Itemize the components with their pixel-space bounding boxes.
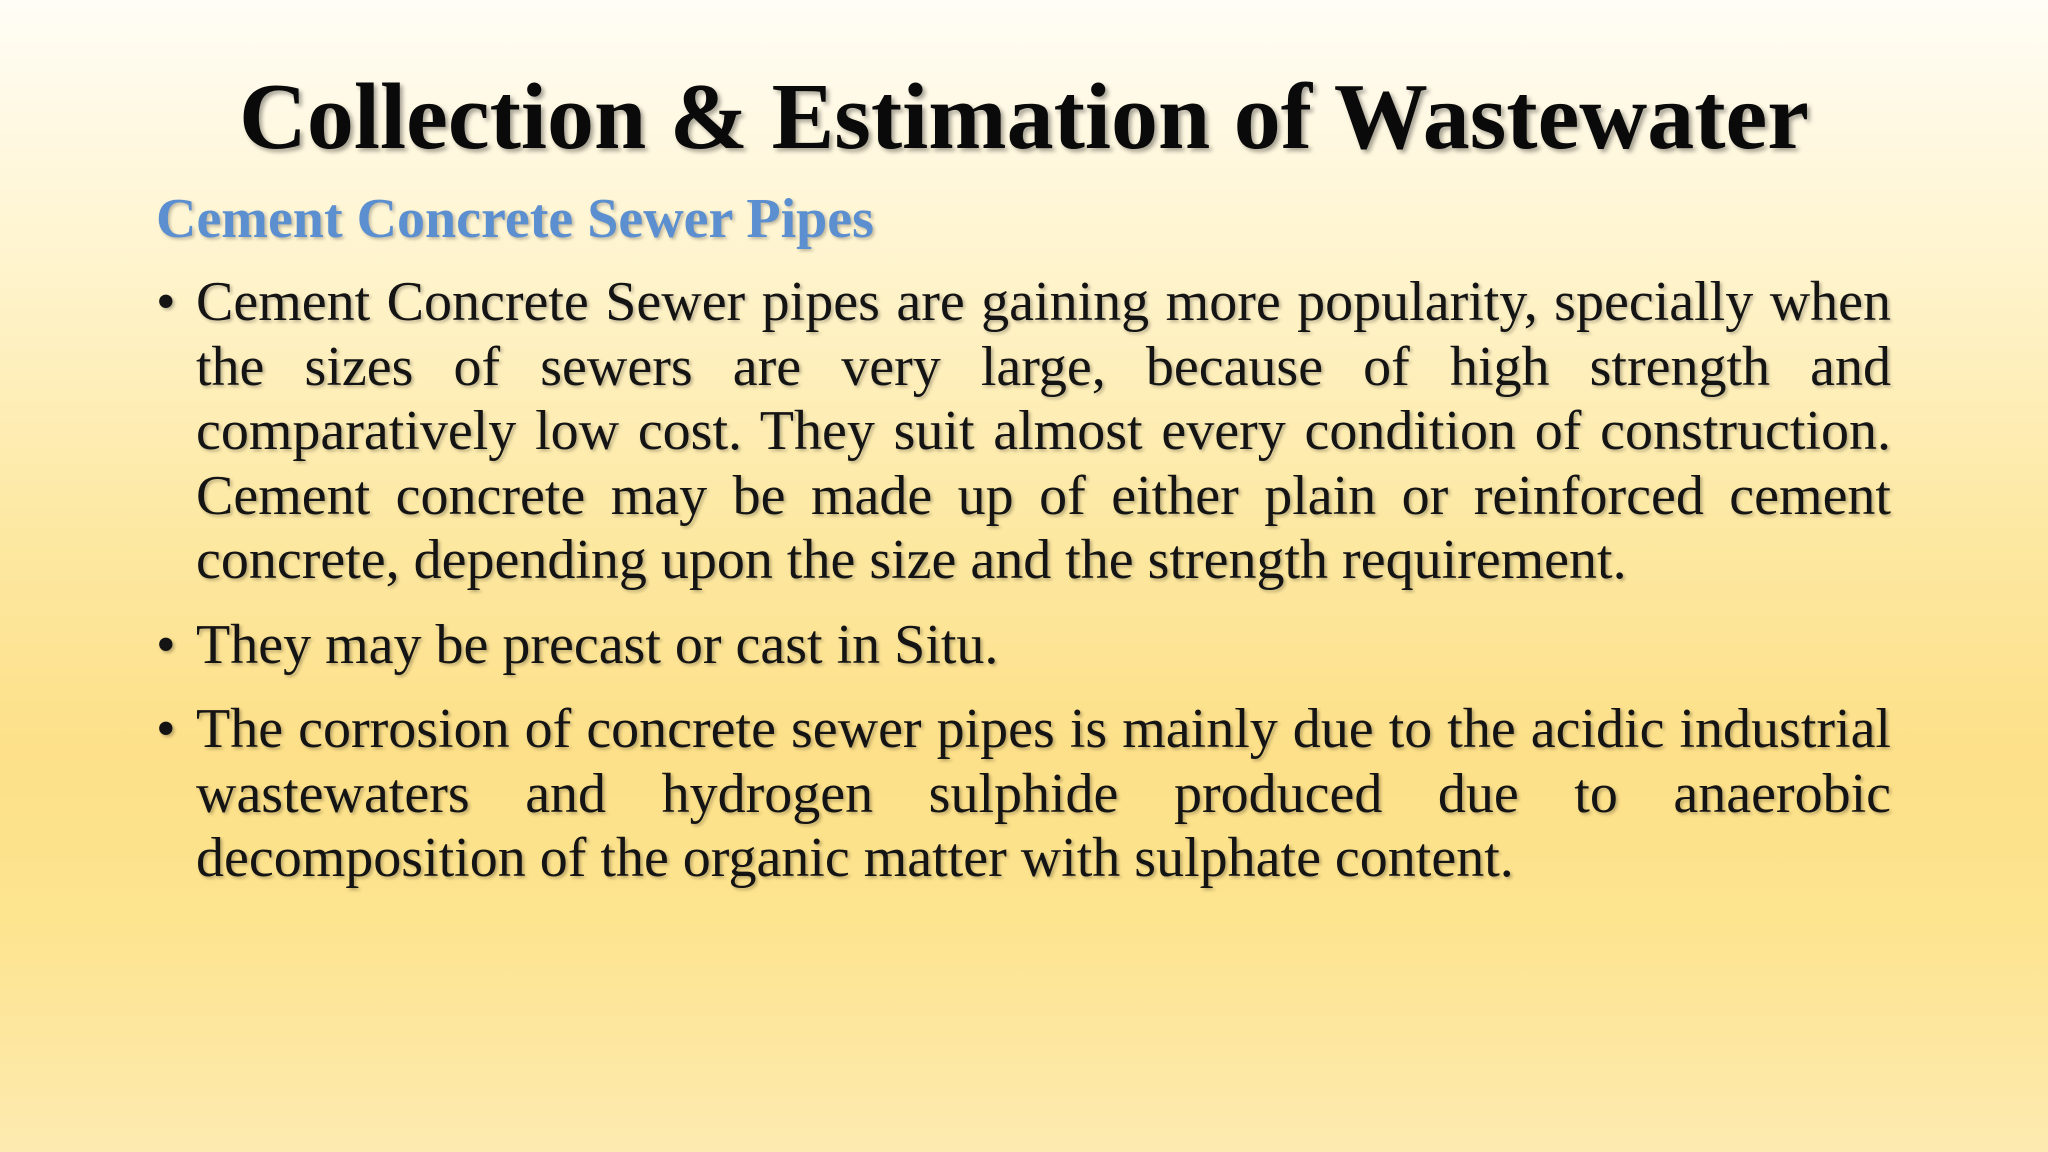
bullet-text: Cement Concrete Sewer pipes are gaining more popularity, specially when the sizes of sewers are very large, because of high strength and comparatively low cost. They suit almost every condition of construction. Cement concrete may be made up of either plain or reinforced cement concrete, depending upon the size and the strength requirement. [196,271,1891,591]
bullet-text: They may be precast or cast in Situ. [196,613,999,676]
bullet-icon: • [156,271,176,333]
slide-subtitle: Cement Concrete Sewer Pipes [156,188,874,250]
slide-title: Collection & Estimation of Wastewater [239,65,1809,169]
bullet-item [156,613,1891,678]
bullet-list [156,270,1891,891]
bullet-icon: • [156,613,176,676]
bullet-item [156,697,1891,891]
bullet-text: The corrosion of concrete sewer pipes is mainly due to the acidic industrial wastewaters and hydrogen sulphide produced due to anaerobic decomposition of the organic matter with sulphate content. [196,698,1891,889]
bullet-item [156,270,1891,593]
bullet-icon: • [156,698,176,760]
